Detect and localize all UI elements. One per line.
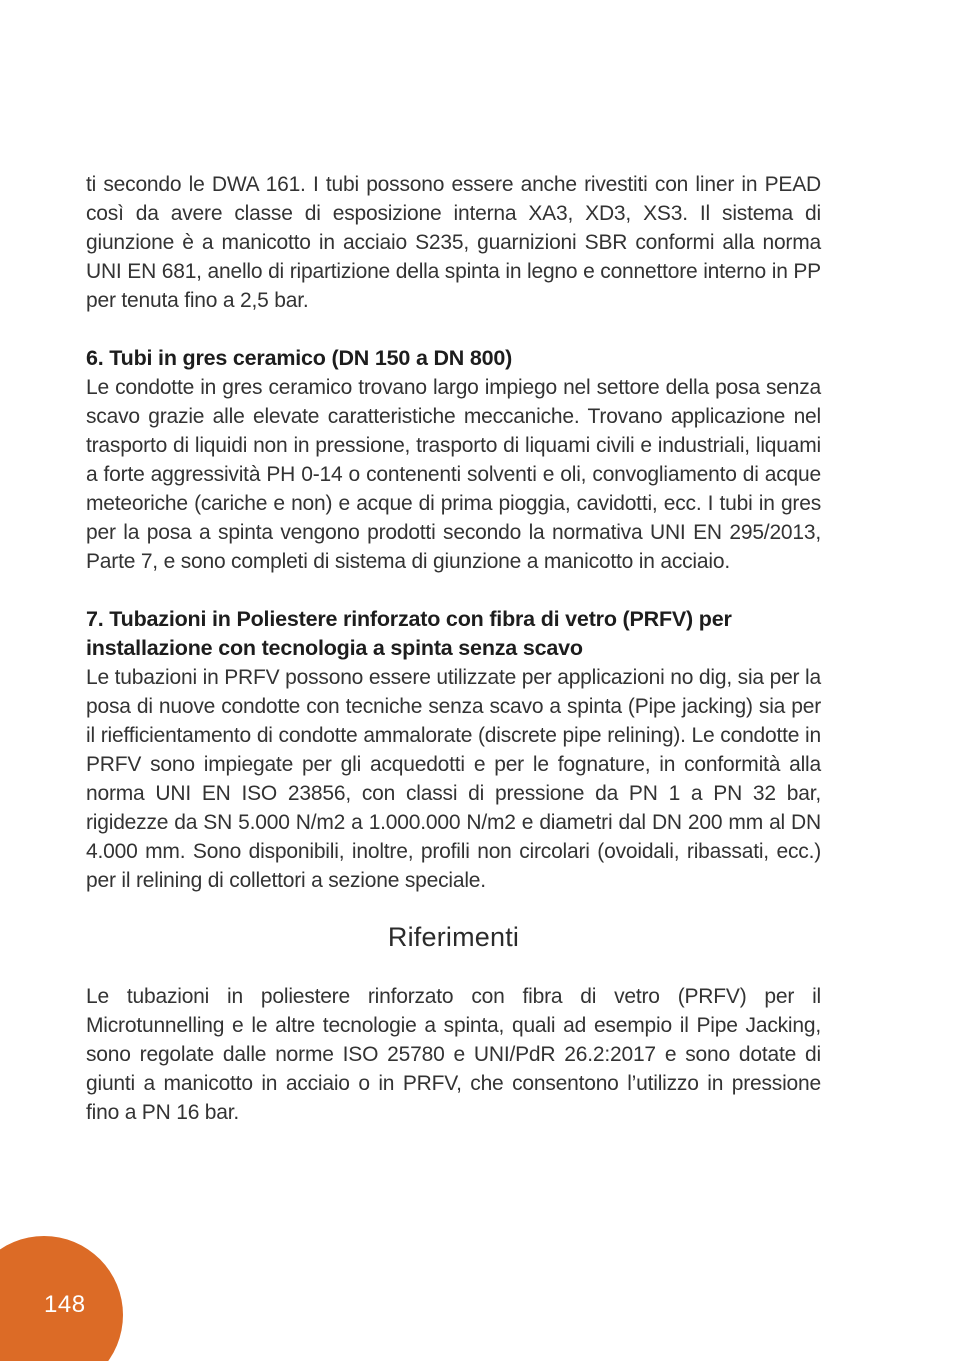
page-number-badge xyxy=(0,1236,123,1361)
intro-paragraph: ti secondo le DWA 161. I tubi possono essere anche rivestiti con liner in PEAD così da avere classe di esposizione interna XA3, XD3, XS3. Il sistema di giunzione è a manicotto in acciaio S235, guarnizioni SBR conformi alla norma UNI EN 681, anello di ripartizione della spinta in legno e connettore interno in PP per tenuta fino a 2,5 bar. xyxy=(86,173,821,312)
section-prfv xyxy=(86,605,821,895)
references-paragraph: Le tubazioni in poliestere rinforzato con fibra di vetro (PRFV) per il Microtunnelling e le altre tecnologie a spinta, quali ad esempio il Pipe Jacking, sono regolate dalle norme ISO 25780 e UNI/PdR 26.2:2017 e sono dotate di giunti a manicotto in acciaio o in PRFV, che consentono l’utilizzo in pressione fino a PN 16 bar. xyxy=(86,985,821,1124)
page-number: 148 xyxy=(44,1291,86,1318)
section-6-heading: 6. Tubi in gres ceramico (DN 150 a DN 800) xyxy=(86,346,513,370)
section-6-body: Le condotte in gres ceramico trovano largo impiego nel settore della posa senza scavo grazie alle elevate caratteristiche meccaniche. Trovano applicazione nel trasporto di liquidi non in pressione, trasporto di liquami civili e industriali, liquami a forte aggressività PH 0-14 o contenenti solventi e oli, convogliamento di acque meteoriche (cariche e non) e acque di prima pioggia, cavidotti, ecc. I tubi in gres per la posa a spinta vengono prodotti secondo la normativa UNI EN 295/2013, Parte 7, e sono completi di sistema di giunzione a manicotto in acciaio. xyxy=(86,376,821,573)
section-7-body: Le tubazioni in PRFV possono essere utilizzate per applicazioni no dig, sia per la posa di nuove condotte con tecniche senza scavo a spinta (Pipe jacking) sia per il riefficientamento di condotte ammalorate (discrete pipe relining). Le condotte in PRFV sono impiegate per gli acquedotti e per le fognature, in conformità alla norma UNI EN ISO 23856, con classi di pressione da PN 1 a PN 32 bar, rigidezze da SN 5.000 N/m2 a 1.000.000 N/m2 e diametri dal DN 200 mm al DN 4.000 mm. Sono disponibili, inoltre, profili non circolari (ovoidali, ribassati, ecc.) per il relining di collettori a sezione speciale. xyxy=(86,666,821,892)
page-text-column xyxy=(86,170,821,1127)
section-gres-ceramico xyxy=(86,344,821,576)
section-7-heading: 7. Tubazioni in Poliestere rinforzato con fibra di vetro (PRFV) per installazione con tecnologia a spinta senza scavo xyxy=(86,607,732,660)
references-heading: Riferimenti xyxy=(387,922,520,952)
